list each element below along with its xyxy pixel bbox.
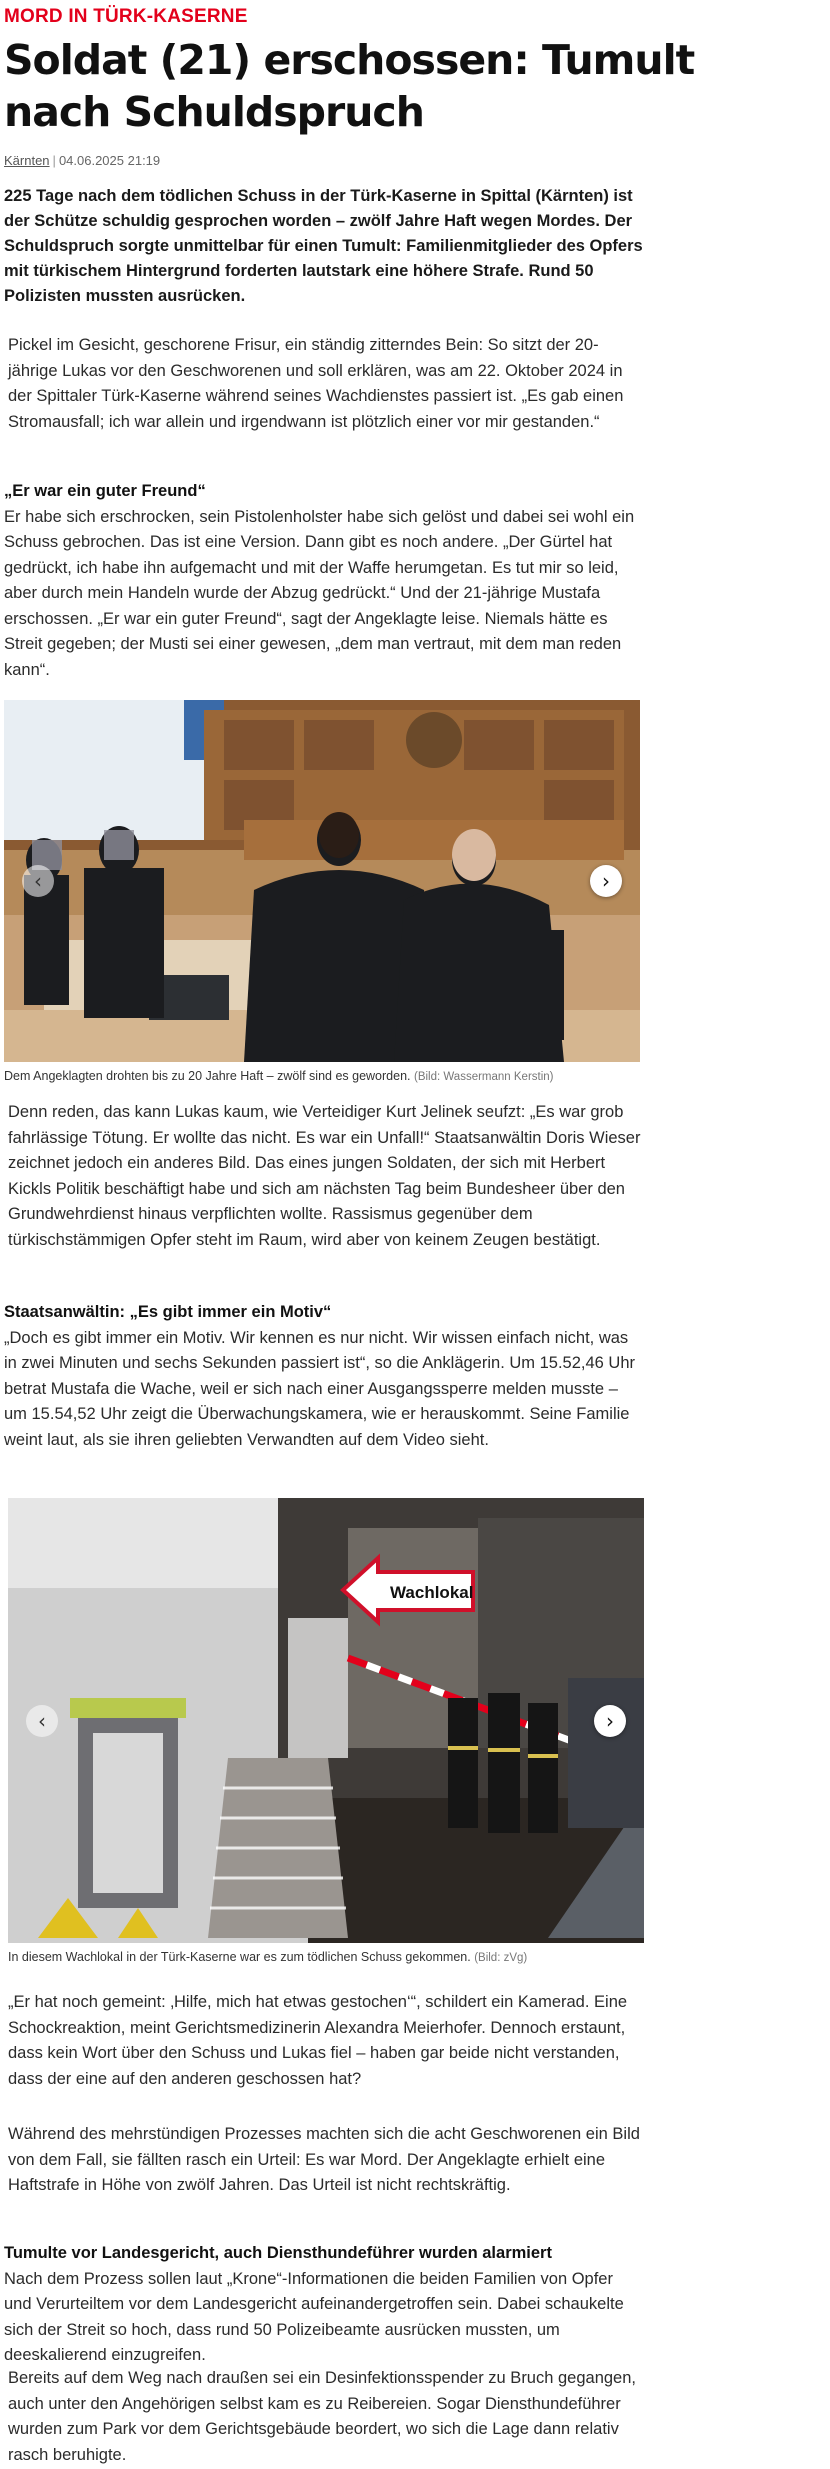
courtroom-photo — [4, 700, 640, 1062]
paragraph-5: „Er hat noch gemeint: ‚Hilfe, mich hat etwas gestochen‘“, schildert ein Kamerad. Eine Schockreaktion, meint Gerichtsmedizinerin Alexandra Meierhofer. Dennoch erstaunt, dass kein Wort über den Schuss und Lukas fiel – haben gar beide nicht verstanden, dass der eine auf den anderen geschossen hat? — [8, 1993, 628, 2088]
meta-separator: | — [52, 153, 56, 168]
chevron-left-icon[interactable]: ‹ — [22, 865, 54, 897]
section-2 — [4, 1300, 644, 1453]
wachlokal-sign: Wachlokal — [390, 1583, 474, 1602]
paragraph-6: Während des mehrstündigen Prozesses machten sich die acht Geschworenen ein Bild von dem Fall, sie fällten rasch ein Urteil: Es war Mord. Der Angeklagte erhielt eine Haftstrafe in Höhe von zwölf Jahren. Das Urteil ist nicht rechtskräftig. — [8, 2125, 640, 2194]
section-1 — [4, 479, 644, 683]
caption-text-1: Dem Angeklagten drohten bis zu 20 Jahre Haft – zwölf sind es geworden. — [4, 1069, 411, 1083]
paragraph-4: „Doch es gibt immer ein Motiv. Wir kennen es nur nicht. Wir wissen einfach nicht, was in zwei Minuten und sechs Sekunden passiert ist“, so die Anklägerin. Um 15.52,46 Uhr betrat Mustafa die Wache, weil er sich nach einer Ausgangssperre melden musste – um 15.54,52 Uhr zeigt die Überwachungskamera, wie er herauskommt. Seine Familie weint laut, als sie ihren geliebten Verwandten auf dem Video sieht. — [4, 1328, 636, 1449]
caption-text-2: In diesem Wachlokal in der Türk-Kaserne war es zum tödlichen Schuss gekommen. — [8, 1950, 471, 1964]
chevron-right-icon[interactable]: › — [590, 865, 622, 897]
chevron-right-icon[interactable]: › — [594, 1705, 626, 1737]
wachlokal-image — [8, 1498, 644, 1943]
wachlokal-photo — [8, 1498, 644, 1943]
chevron-left-icon[interactable]: ‹ — [26, 1705, 58, 1737]
caption-credit-2: (Bild: zVg) — [474, 1952, 528, 1964]
image-caption-1 — [4, 1068, 640, 1085]
article-lead: 225 Tage nach dem tödlichen Schuss in der Türk-Kaserne in Spittal (Kärnten) ist der Schütze schuldig gesprochen worden – zwölf Jahre Haft wegen Mordes. Der Schuldspruch sorgte unmittelbar für einen Tumult: Familienmitglieder des Opfers mit türkischem Hintergrund forderten lautstark eine höhere Strafe. Rund 50 Polizisten mussten ausrücken. — [4, 187, 643, 305]
article-headline: Soldat (21) erschossen: Tumult nach Schuldspruch — [4, 36, 695, 136]
caption-credit-1: (Bild: Wassermann Kerstin) — [413, 1071, 554, 1083]
paragraph-2: Er habe sich erschrocken, sein Pistolenholster habe sich gelöst und dabei sei wohl ein Schuss gebrochen. Das ist eine Version. Dann gibt es noch andere. „Der Gürtel hat gedrückt, ich habe ihn aufgemacht und mit der Waffe herumgetan. Es tut mir so leid, aber durch mein Handeln wurde der Abzug gedrückt.“ Und der 21-jährige Mustafa erschossen. „Er war ein guter Freund“, sagt der Angeklagte leise. Niemals hätte es Streit gegeben; der Musti sei einer gewesen, „dem man vertraut, mit dem man reden kann“. — [4, 507, 635, 679]
courtroom-image — [4, 700, 640, 1062]
category-link[interactable]: Kärnten — [4, 153, 50, 168]
image-gallery-1 — [4, 700, 640, 1085]
section-3 — [4, 2241, 644, 2369]
paragraph-8: Bereits auf dem Weg nach draußen sei ein Desinfektionsspender zu Bruch gegangen, auch unter den Angehörigen selbst kam es zu Reibereien. Sogar Diensthundeführer wurden zum Park vor dem Gerichtsgebäude beordert, wo sich die Lage dann relativ rasch beruhigte. — [8, 2369, 636, 2464]
publish-date: 04.06.2025 21:19 — [58, 153, 161, 168]
subheading-3: Tumulte vor Landesgericht, auch Diensthundeführer wurden alarmiert — [4, 2244, 552, 2262]
article-kicker: MORD IN TÜRK-KASERNE — [4, 6, 248, 27]
subheading-2: Staatsanwältin: „Es gibt immer ein Motiv“ — [4, 1303, 332, 1321]
image-gallery-2 — [8, 1498, 644, 1966]
subheading-1: „Er war ein guter Freund“ — [4, 482, 206, 500]
image-caption-2 — [8, 1949, 644, 1966]
paragraph-3: Denn reden, das kann Lukas kaum, wie Verteidiger Kurt Jelinek seufzt: „Es war grob fahrlässige Tötung. Er wollte das nicht. Es war ein Unfall!“ Staatsanwältin Doris Wieser zeichnet jedoch ein anderes Bild. Das eines jungen Soldaten, der sich mit Herbert Kickls Politik beschäftigt habe und sich am nächsten Tag beim Bundesheer über den Grundwehrdienst hinaus verpflichten wollte. Rassismus gegenüber dem türkischstämmigen Opfer steht im Raum, wird aber von keinem Zeugen bestätigt. — [8, 1103, 641, 1249]
paragraph-1: Pickel im Gesicht, geschorene Frisur, ein ständig zitterndes Bein: So sitzt der 20-jährige Lukas vor den Geschworenen und soll erklären, was am 22. Oktober 2024 in der Spittaler Türk-Kaserne während seines Wachdienstes passiert ist. „Es gab einen Stromausfall; ich war allein und irgendwann ist plötzlich einer vor mir gestanden.“ — [8, 336, 624, 431]
paragraph-7: Nach dem Prozess sollen laut „Krone“-Informationen die beiden Familien von Opfer und Verurteiltem vor dem Landesgericht aufeinandergetroffen sein. Dabei schaukelte sich der Streit so hoch, dass rund 50 Polizeibeamte ausrücken mussten, um deeskalierend einzugreifen. — [4, 2269, 624, 2364]
article-meta — [4, 153, 160, 168]
